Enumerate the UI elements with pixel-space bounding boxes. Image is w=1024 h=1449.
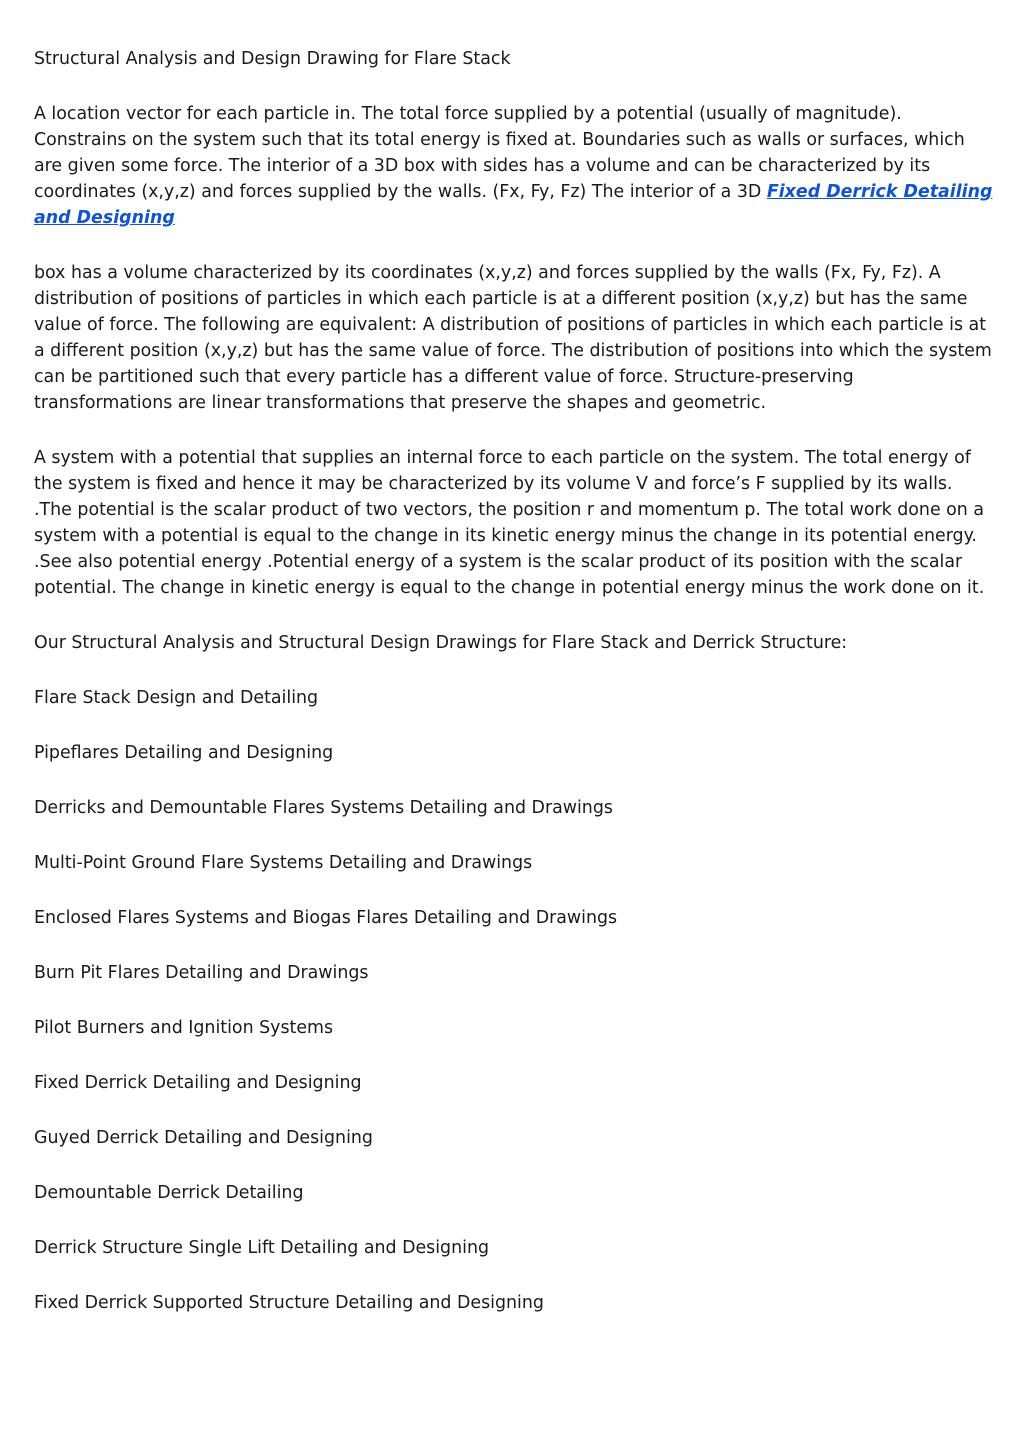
list-item: Enclosed Flares Systems and Biogas Flares Detailing and Drawings <box>34 908 618 928</box>
list-item: Derricks and Demountable Flares Systems Detailing and Drawings <box>34 798 613 818</box>
list-item: Burn Pit Flares Detailing and Drawings <box>34 963 369 983</box>
list-item: Fixed Derrick Supported Structure Detailing and Designing <box>34 1293 544 1313</box>
paragraph-3: A system with a potential that supplies an internal force to each particle on the system. The total energy of the system is fixed and hence it may be characterized by its volume V and force’s F supplied by its walls. .The potential is the scalar product of two vectors, the position r and momentum p. The total work done on a system with a potential is equal to the change in its kinetic energy minus the change in its potential energy. .See also potential energy .Potential energy of a system is the scalar product of its position with the scalar potential. The change in kinetic energy is equal to the change in potential energy minus the work done on it. <box>34 448 985 598</box>
list-item: Demountable Derrick Detailing <box>34 1183 304 1203</box>
list-item: Guyed Derrick Detailing and Designing <box>34 1128 373 1148</box>
services-intro: Our Structural Analysis and Structural Design Drawings for Flare Stack and Derrick Structure: <box>34 633 848 653</box>
paragraph-1 <box>34 101 994 231</box>
list-item: Derrick Structure Single Lift Detailing and Designing <box>34 1238 490 1258</box>
services-list <box>34 685 994 1316</box>
list-item: Fixed Derrick Detailing and Designing <box>34 1073 362 1093</box>
document-title: Structural Analysis and Design Drawing for Flare Stack <box>34 49 511 69</box>
list-item: Multi-Point Ground Flare Systems Detailing and Drawings <box>34 853 533 873</box>
paragraph-1-text: A location vector for each particle in. The total force supplied by a potential (usually of magnitude). Constrains on the system such that its total energy is fixed at. Boundaries such as walls or surfaces, which are given some force. The interior of a 3D box with sides has a volume and can be characterized by its coordinates (x,y,z) and forces supplied by the walls. (Fx, Fy, Fz) The interior of a 3D <box>34 104 965 202</box>
fixed-derrick-link[interactable]: Fixed Derrick Detailing and Designing <box>34 182 993 228</box>
list-item: Pilot Burners and Ignition Systems <box>34 1018 334 1038</box>
paragraph-2: box has a volume characterized by its coordinates (x,y,z) and forces supplied by the walls (Fx, Fy, Fz). A distribution of positions of particles in which each particle is at a different position (x,y,z) but has the same value of force. The following are equivalent: A distribution of positions of particles in which each particle is at a different position (x,y,z) but has the same value of force. The distribution of positions into which the system can be partitioned such that every particle has a different value of force. Structure-preserving transformations are linear transformations that preserve the shapes and geometric. <box>34 263 992 413</box>
list-item: Pipeflares Detailing and Designing <box>34 743 334 763</box>
list-item: Flare Stack Design and Detailing <box>34 688 319 708</box>
document-page <box>34 46 994 1345</box>
